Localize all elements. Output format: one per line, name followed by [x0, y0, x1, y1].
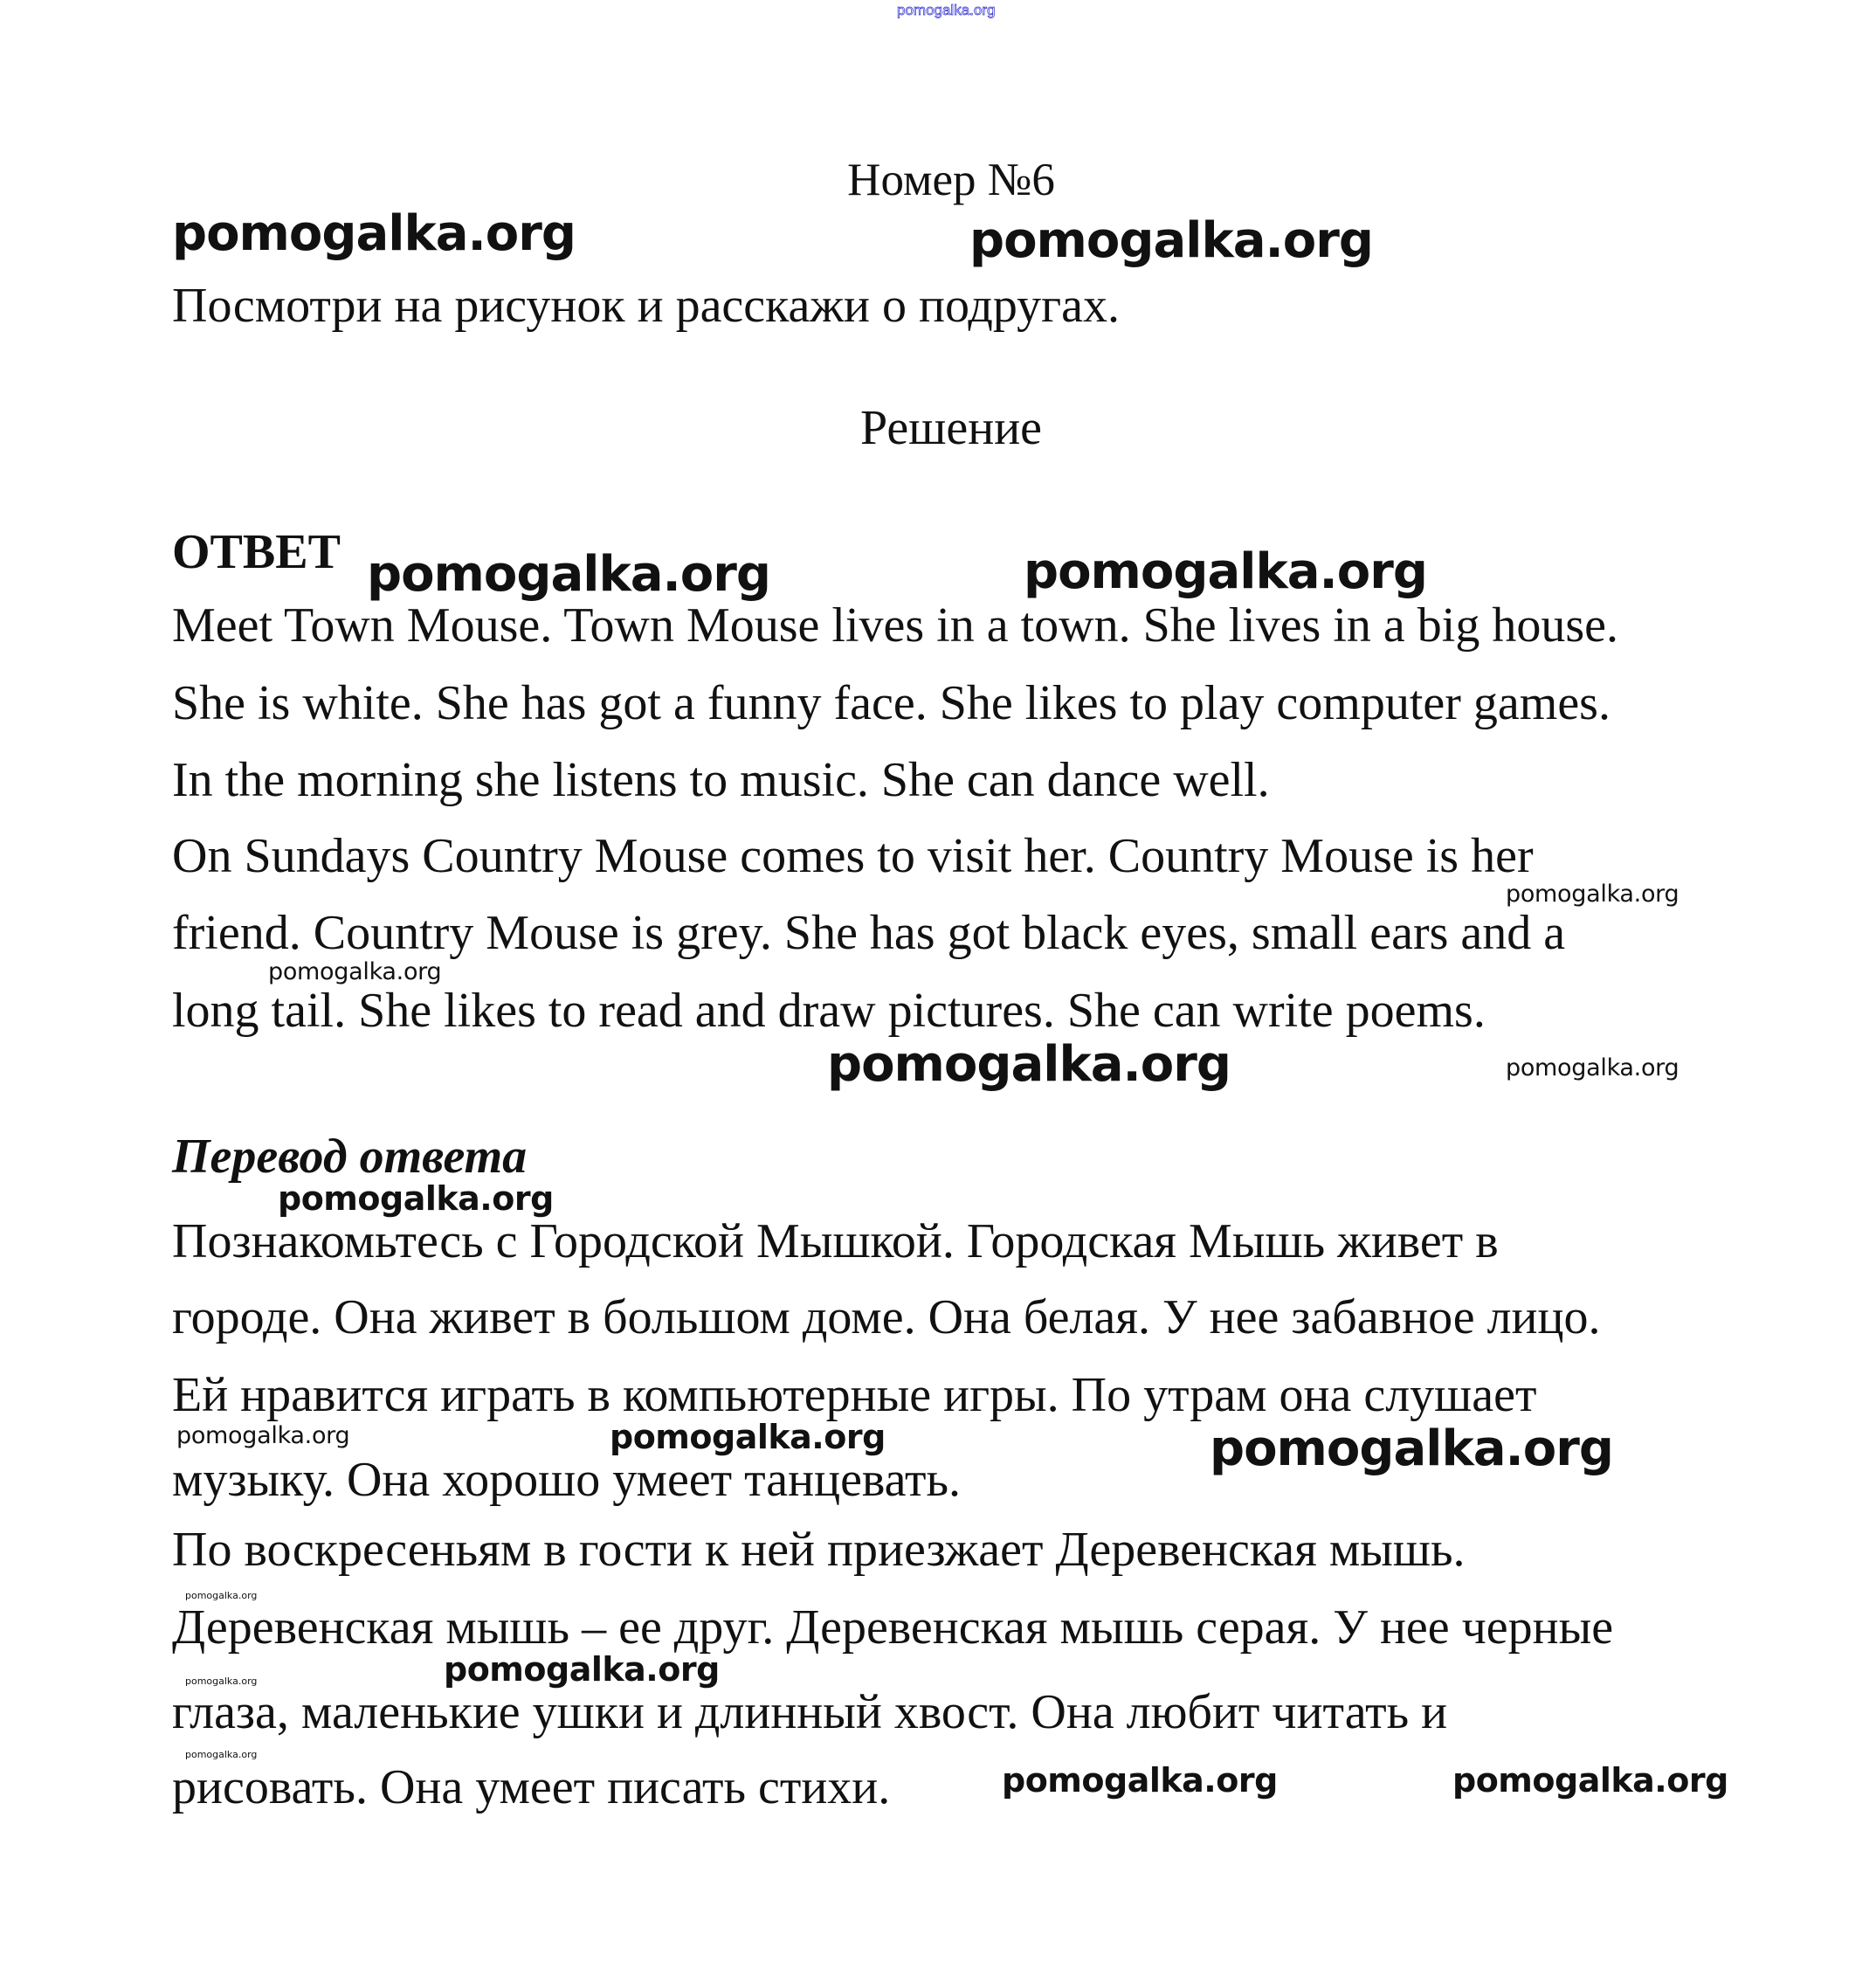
- watermark: pomogalka.org: [278, 1179, 554, 1218]
- answer-heading: ОТВЕТ: [172, 525, 341, 579]
- watermark: pomogalka.org: [1024, 543, 1427, 600]
- watermark: pomogalka.org: [1452, 1761, 1728, 1800]
- answer-line: Meet Town Mouse. Town Mouse lives in a town. She lives in a big house.: [172, 598, 1618, 653]
- translation-line: городе. Она живет в большом доме. Она белая. У нее забавное лицо.: [172, 1290, 1601, 1344]
- watermark: pomogalka.org: [444, 1650, 720, 1689]
- answer-line: She is white. She has got a funny face. She likes to play computer games.: [172, 676, 1610, 730]
- watermark: pomogalka.org: [176, 1422, 350, 1449]
- watermark: pomogalka.org: [185, 1749, 258, 1760]
- watermark: pomogalka.org: [1002, 1761, 1278, 1800]
- watermark: pomogalka.org: [969, 212, 1373, 269]
- answer-line: long tail. She likes to read and draw pictures. She can write poems.: [172, 984, 1486, 1038]
- translation-heading: Перевод ответа: [172, 1130, 528, 1184]
- answer-line: friend. Country Mouse is grey. She has got black eyes, small ears and a: [172, 906, 1566, 960]
- task-number: Номер №6: [847, 155, 1055, 205]
- watermark: pomogalka.org: [185, 1676, 258, 1687]
- watermark: pomogalka.org: [1506, 881, 1679, 908]
- watermark: pomogalka.org: [172, 205, 576, 262]
- watermark: pomogalka.org: [367, 546, 770, 603]
- translation-line: По воскресеньям в гости к ней приезжает Деревенская мышь.: [172, 1523, 1466, 1577]
- translation-line: глаза, маленькие ушки и длинный хвост. Она любит читать и: [172, 1685, 1448, 1739]
- translation-line: Ей нравится играть в компьютерные игры. По утрам она слушает: [172, 1368, 1537, 1422]
- watermark: pomogalka.org: [610, 1418, 886, 1456]
- watermark: pomogalka.org: [1210, 1420, 1613, 1477]
- translation-line: рисовать. Она умеет писать стихи.: [172, 1760, 891, 1814]
- watermark: pomogalka.org: [268, 958, 442, 985]
- translation-line: музыку. Она хорошо умеет танцевать.: [172, 1453, 962, 1507]
- watermark-top: pomogalka.org: [897, 2, 996, 18]
- watermark: pomogalka.org: [185, 1590, 258, 1601]
- translation-line: Деревенская мышь – ее друг. Деревенская мышь серая. У нее черные: [172, 1600, 1614, 1655]
- watermark: pomogalka.org: [1506, 1054, 1679, 1081]
- translation-line: Познакомьтесь с Городской Мышкой. Городская Мышь живет в: [172, 1214, 1499, 1268]
- solution-heading: Решение: [859, 401, 1043, 455]
- answer-line: On Sundays Country Mouse comes to visit her. Country Mouse is her: [172, 829, 1534, 883]
- answer-line: In the morning she listens to music. She can dance well.: [172, 753, 1270, 807]
- task-text: Посмотри на рисунок и расскажи о подругах.: [172, 279, 1120, 333]
- watermark: pomogalka.org: [827, 1036, 1231, 1093]
